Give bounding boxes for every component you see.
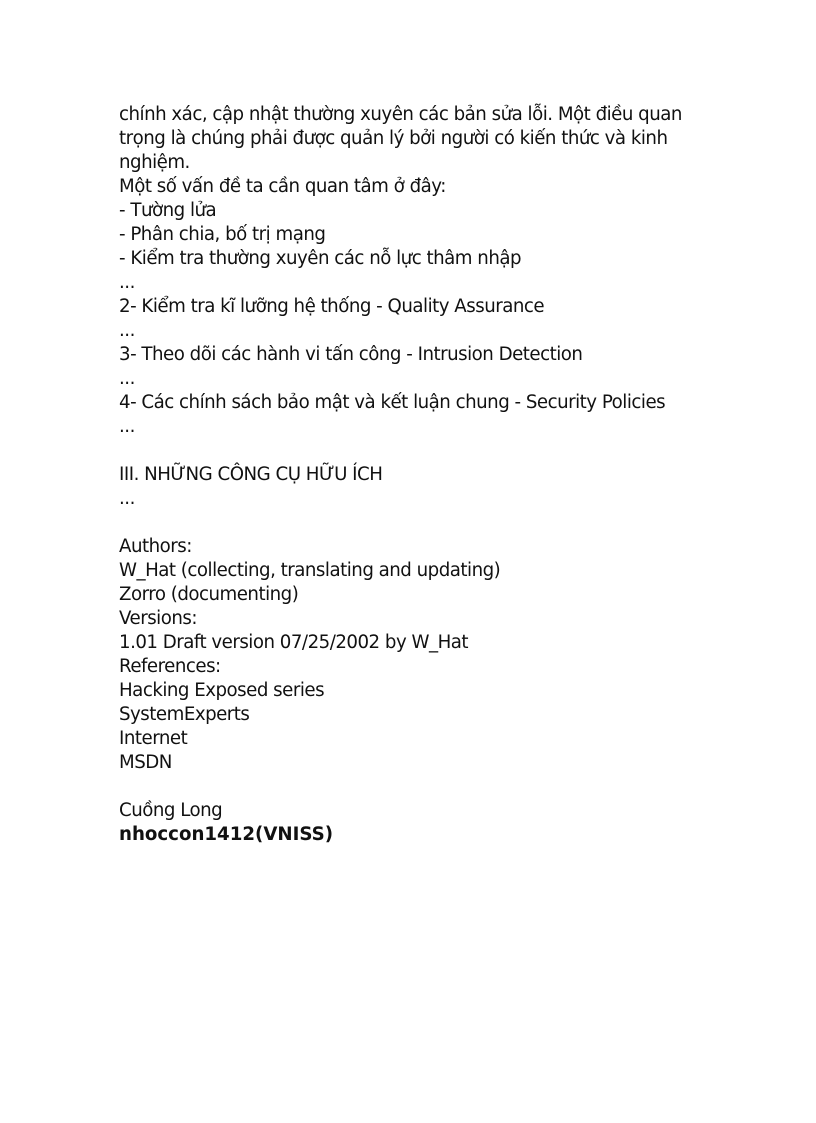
references-label: References: — [119, 656, 221, 677]
author-item: W_Hat (collecting, translating and updating) — [119, 560, 501, 581]
versions-label: Versions: — [119, 608, 197, 629]
section-intrusion-detection: 3- Theo dõi các hành vi tấn công - Intrusion Detection — [119, 344, 583, 365]
body-text-line: trọng là chúng phải được quản lý bởi người có kiến thức và kinh — [119, 128, 668, 149]
reference-item: SystemExperts — [119, 704, 250, 725]
tools-heading: III. NHỮNG CÔNG CỤ HỮU ÍCH — [119, 464, 383, 485]
issue-item-firewall: - Tường lửa — [119, 200, 217, 221]
reference-item: MSDN — [119, 752, 172, 773]
reference-item: Internet — [119, 728, 188, 749]
ellipsis: ... — [119, 272, 135, 293]
signature-handle: nhoccon1412(VNISS) — [119, 824, 334, 845]
spacer — [119, 775, 739, 799]
document-page — [119, 103, 739, 847]
signature-name: Cuồng Long — [119, 800, 223, 821]
ellipsis: ... — [119, 416, 135, 437]
reference-item: Hacking Exposed series — [119, 680, 325, 701]
body-text-line: chính xác, cập nhật thường xuyên các bản sửa lỗi. Một điều quan — [119, 104, 682, 125]
issue-item-network-layout: - Phân chia, bố trị mạng — [119, 224, 326, 245]
ellipsis: ... — [119, 368, 135, 389]
spacer — [119, 511, 739, 535]
section-security-policies: 4- Các chính sách bảo mật và kết luận chung - Security Policies — [119, 392, 666, 413]
section-quality-assurance: 2- Kiểm tra kĩ lưỡng hệ thống - Quality Assurance — [119, 296, 545, 317]
authors-label: Authors: — [119, 536, 192, 557]
ellipsis: ... — [119, 320, 135, 341]
author-item: Zorro (documenting) — [119, 584, 299, 605]
body-text-line: nghiệm. — [119, 152, 190, 173]
issue-item-intrusion-checks: - Kiểm tra thường xuyên các nỗ lực thâm nhập — [119, 248, 522, 269]
spacer — [119, 439, 739, 463]
version-item: 1.01 Draft version 07/25/2002 by W_Hat — [119, 632, 469, 653]
ellipsis: ... — [119, 488, 135, 509]
issues-intro: Một số vấn đề ta cần quan tâm ở đây: — [119, 176, 446, 197]
